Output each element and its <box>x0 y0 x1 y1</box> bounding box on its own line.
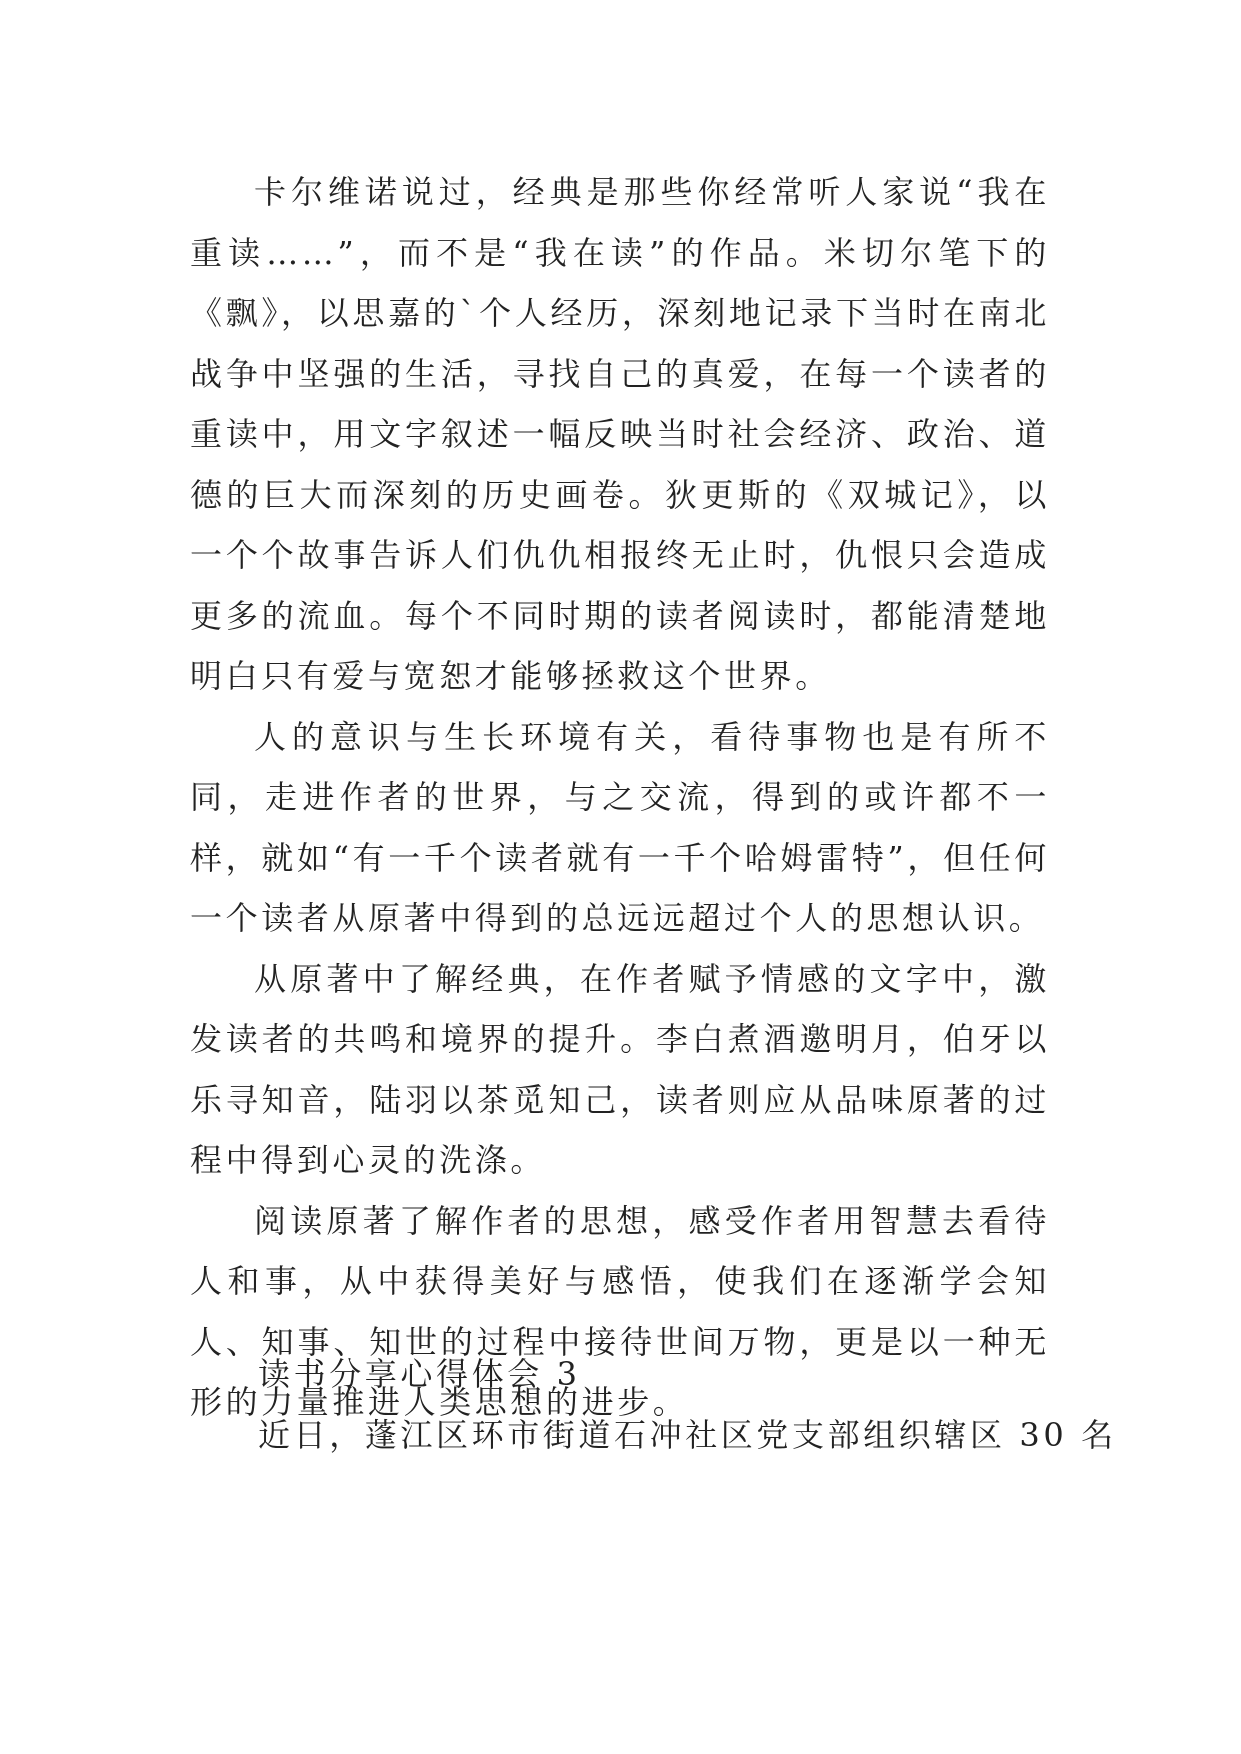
section-first-line: 近日，蓬江区环市街道石冲社区党支部组织辖区 30 名 <box>258 1415 1117 1454</box>
next-section <box>258 1344 1117 1465</box>
document-body <box>190 162 1050 1433</box>
paragraph-reader-consciousness: 人的意识与生长环境有关，看待事物也是有所不同，走进作者的世界，与之交流，得到的或许都不一样，就如“有一千个读者就有一千个哈姆雷特”，但任何一个读者从原著中得到的总远远超过个人的思想认识。 <box>190 717 1050 937</box>
paragraph-author-thoughts: 阅读原著了解作者的思想，感受作者用智慧去看待人和事，从中获得美好与感悟，使我们在逐渐学会知人、知事、知世的过程中接待世间万物，更是以一种无形的力量推进人类思想的进步。 <box>190 1201 1050 1421</box>
section-title: 读书分享心得体会 3 <box>258 1355 581 1393</box>
paragraph-understanding-classics: 从原著中了解经典，在作者赋予情感的文字中，激发读者的共鸣和境界的提升。李白煮酒邀明月，伯牙以乐寻知音，陆羽以茶觅知己，读者则应从品味原著的过程中得到心灵的洗涤。 <box>190 959 1050 1179</box>
paragraph-classics-rereading: 卡尔维诺说过，经典是那些你经常听人家说“我在重读……”，而不是“我在读”的作品。米切尔笔下的《飘》，以思嘉的`个人经历，深刻地记录下当时在南北战争中坚强的生活，寻找自己的真爱，在每一个读者的重读中，用文字叙述一幅反映当时社会经济、政治、道德的巨大而深刻的历史画卷。狄更斯的《双城记》，以一个个故事告诉人们仇仇相报终无止时，仇恨只会造成更多的流血。每个不同时期的读者阅读时，都能清楚地明白只有爱与宽恕才能够拯救这个世界。 <box>190 173 1050 695</box>
